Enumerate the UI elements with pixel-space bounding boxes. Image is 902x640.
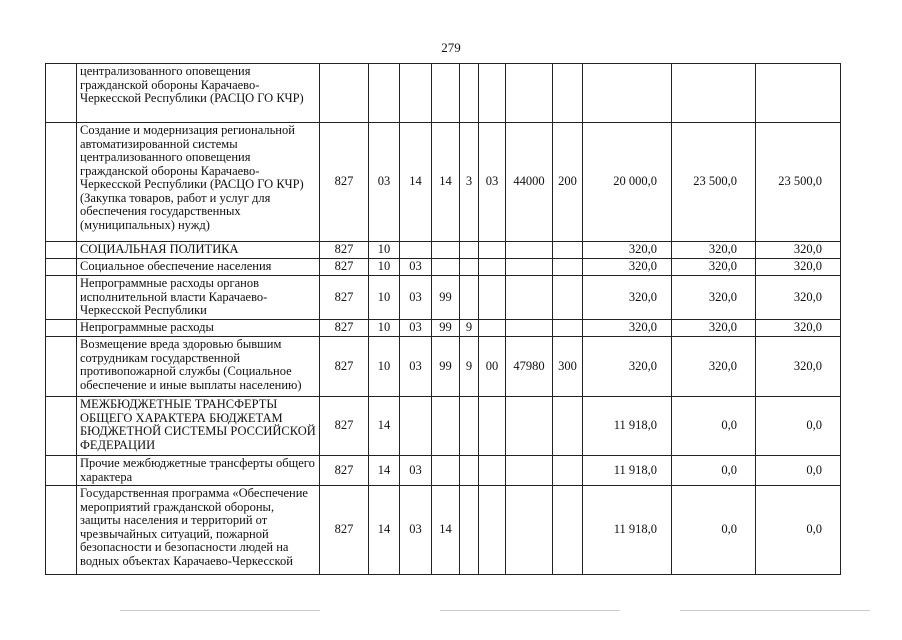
subprogram-code: 3 — [460, 123, 479, 242]
section-code: 10 — [369, 337, 400, 397]
subsection-code: 03 — [400, 276, 432, 320]
amount-year-1: 11 918,0 — [583, 397, 672, 456]
grbs-code: 827 — [320, 259, 369, 276]
section-code: 14 — [369, 397, 400, 456]
amount-year-3: 0,0 — [756, 397, 841, 456]
subsection-code: 03 — [400, 337, 432, 397]
expense-type-code: 300 — [553, 337, 583, 397]
amount-year-2: 23 500,0 — [672, 123, 756, 242]
index-cell — [46, 259, 77, 276]
program-code: 99 — [432, 320, 460, 337]
row-name: Непрограммные расходы органов исполнительной власти Карачаево-Черкесской Республики — [77, 276, 320, 320]
expense-type-code: 200 — [553, 123, 583, 242]
direction-code — [506, 320, 553, 337]
program-code — [432, 64, 460, 123]
grbs-code: 827 — [320, 320, 369, 337]
amount-year-1: 320,0 — [583, 320, 672, 337]
amount-year-1 — [583, 64, 672, 123]
amount-year-3: 320,0 — [756, 276, 841, 320]
amount-year-1: 11 918,0 — [583, 486, 672, 575]
amount-year-2: 320,0 — [672, 337, 756, 397]
amount-year-2 — [672, 64, 756, 123]
expense-type-code — [553, 320, 583, 337]
event-code — [479, 486, 506, 575]
index-cell — [46, 242, 77, 259]
subsection-code — [400, 64, 432, 123]
expense-type-code — [553, 64, 583, 123]
table-row — [46, 123, 841, 242]
direction-code — [506, 276, 553, 320]
subsection-code — [400, 242, 432, 259]
amount-year-1: 11 918,0 — [583, 456, 672, 486]
program-code — [432, 456, 460, 486]
direction-code: 47980 — [506, 337, 553, 397]
expense-type-code — [553, 259, 583, 276]
section-code: 10 — [369, 320, 400, 337]
amount-year-2: 320,0 — [672, 259, 756, 276]
program-code — [432, 259, 460, 276]
row-name: Непрограммные расходы — [77, 320, 320, 337]
section-code: 14 — [369, 486, 400, 575]
subprogram-code — [460, 486, 479, 575]
program-code: 99 — [432, 276, 460, 320]
row-name: Прочие межбюджетные трансферты общего характера — [77, 456, 320, 486]
section-code: 14 — [369, 456, 400, 486]
expense-type-code — [553, 397, 583, 456]
subprogram-code — [460, 242, 479, 259]
amount-year-1: 320,0 — [583, 242, 672, 259]
table-row — [46, 64, 841, 123]
index-cell — [46, 276, 77, 320]
index-cell — [46, 337, 77, 397]
amount-year-1: 320,0 — [583, 276, 672, 320]
table-row — [46, 397, 841, 456]
program-code: 14 — [432, 486, 460, 575]
direction-code — [506, 486, 553, 575]
amount-year-3: 0,0 — [756, 456, 841, 486]
index-cell — [46, 123, 77, 242]
row-name: СОЦИАЛЬНАЯ ПОЛИТИКА — [77, 242, 320, 259]
event-code — [479, 242, 506, 259]
subsection-code: 14 — [400, 123, 432, 242]
event-code — [479, 320, 506, 337]
subprogram-code — [460, 259, 479, 276]
amount-year-2: 320,0 — [672, 276, 756, 320]
subsection-code: 03 — [400, 320, 432, 337]
section-code: 10 — [369, 242, 400, 259]
table-row — [46, 320, 841, 337]
table-row — [46, 456, 841, 486]
program-code — [432, 397, 460, 456]
amount-year-2: 0,0 — [672, 397, 756, 456]
subprogram-code — [460, 64, 479, 123]
amount-year-1: 20 000,0 — [583, 123, 672, 242]
row-name: Создание и модернизация региональной автоматизированной системы централизованного оповещения гражданской обороны Карачаево-Черкесской Республики (РАСЦО ГО КЧР) (Закупка товаров, работ и услуг для обеспечения государственных (муниципальных) нужд) — [77, 123, 320, 242]
row-name: Социальное обеспечение населения — [77, 259, 320, 276]
subsection-code — [400, 397, 432, 456]
scan-artifact-line — [120, 610, 320, 611]
row-name: МЕЖБЮДЖЕТНЫЕ ТРАНСФЕРТЫ ОБЩЕГО ХАРАКТЕРА БЮДЖЕТАМ БЮДЖЕТНОЙ СИСТЕМЫ РОССИЙСКОЙ ФЕДЕРАЦИИ — [77, 397, 320, 456]
grbs-code: 827 — [320, 397, 369, 456]
amount-year-3: 320,0 — [756, 320, 841, 337]
expense-type-code — [553, 456, 583, 486]
grbs-code: 827 — [320, 242, 369, 259]
index-cell — [46, 486, 77, 575]
event-code — [479, 276, 506, 320]
amount-year-3: 0,0 — [756, 486, 841, 575]
amount-year-2: 0,0 — [672, 456, 756, 486]
table-row — [46, 337, 841, 397]
subprogram-code — [460, 456, 479, 486]
event-code: 03 — [479, 123, 506, 242]
program-code: 99 — [432, 337, 460, 397]
direction-code — [506, 242, 553, 259]
event-code — [479, 259, 506, 276]
table-row — [46, 242, 841, 259]
event-code — [479, 456, 506, 486]
direction-code — [506, 456, 553, 486]
direction-code — [506, 397, 553, 456]
scan-artifact-line — [440, 610, 620, 611]
grbs-code — [320, 64, 369, 123]
grbs-code: 827 — [320, 123, 369, 242]
subsection-code: 03 — [400, 456, 432, 486]
section-code — [369, 64, 400, 123]
row-name: централизованного оповещения гражданской обороны Карачаево-Черкесской Республики (РАСЦО ГО КЧР) — [77, 64, 320, 123]
direction-code — [506, 64, 553, 123]
subprogram-code: 9 — [460, 337, 479, 397]
grbs-code: 827 — [320, 456, 369, 486]
table-row — [46, 276, 841, 320]
grbs-code: 827 — [320, 276, 369, 320]
table-row — [46, 259, 841, 276]
subsection-code: 03 — [400, 259, 432, 276]
direction-code: 44000 — [506, 123, 553, 242]
table-row — [46, 486, 841, 575]
index-cell — [46, 320, 77, 337]
amount-year-2: 320,0 — [672, 242, 756, 259]
amount-year-3: 23 500,0 — [756, 123, 841, 242]
section-code: 10 — [369, 276, 400, 320]
subsection-code: 03 — [400, 486, 432, 575]
program-code — [432, 242, 460, 259]
event-code — [479, 397, 506, 456]
expense-type-code — [553, 276, 583, 320]
grbs-code: 827 — [320, 337, 369, 397]
amount-year-1: 320,0 — [583, 337, 672, 397]
expense-type-code — [553, 242, 583, 259]
program-code: 14 — [432, 123, 460, 242]
amount-year-3 — [756, 64, 841, 123]
amount-year-2: 320,0 — [672, 320, 756, 337]
subprogram-code: 9 — [460, 320, 479, 337]
amount-year-3: 320,0 — [756, 259, 841, 276]
page-number: 279 — [441, 40, 461, 55]
direction-code — [506, 259, 553, 276]
index-cell — [46, 64, 77, 123]
event-code — [479, 64, 506, 123]
index-cell — [46, 456, 77, 486]
scan-artifact-line — [680, 610, 870, 611]
amount-year-1: 320,0 — [583, 259, 672, 276]
index-cell — [46, 397, 77, 456]
budget-table — [45, 63, 841, 575]
amount-year-3: 320,0 — [756, 337, 841, 397]
amount-year-3: 320,0 — [756, 242, 841, 259]
event-code: 00 — [479, 337, 506, 397]
grbs-code: 827 — [320, 486, 369, 575]
subprogram-code — [460, 397, 479, 456]
subprogram-code — [460, 276, 479, 320]
expense-type-code — [553, 486, 583, 575]
section-code: 03 — [369, 123, 400, 242]
amount-year-2: 0,0 — [672, 486, 756, 575]
row-name: Государственная программа «Обеспечение мероприятий гражданской обороны, защиты населения и территорий от чрезвычайных ситуаций, пожарной безопасности и безопасности людей на водных объектах Карачаево-Черкесской — [77, 486, 320, 575]
section-code: 10 — [369, 259, 400, 276]
row-name: Возмещение вреда здоровью бывшим сотрудникам государственной противопожарной службы (Социальное обеспечение и иные выплаты населению) — [77, 337, 320, 397]
